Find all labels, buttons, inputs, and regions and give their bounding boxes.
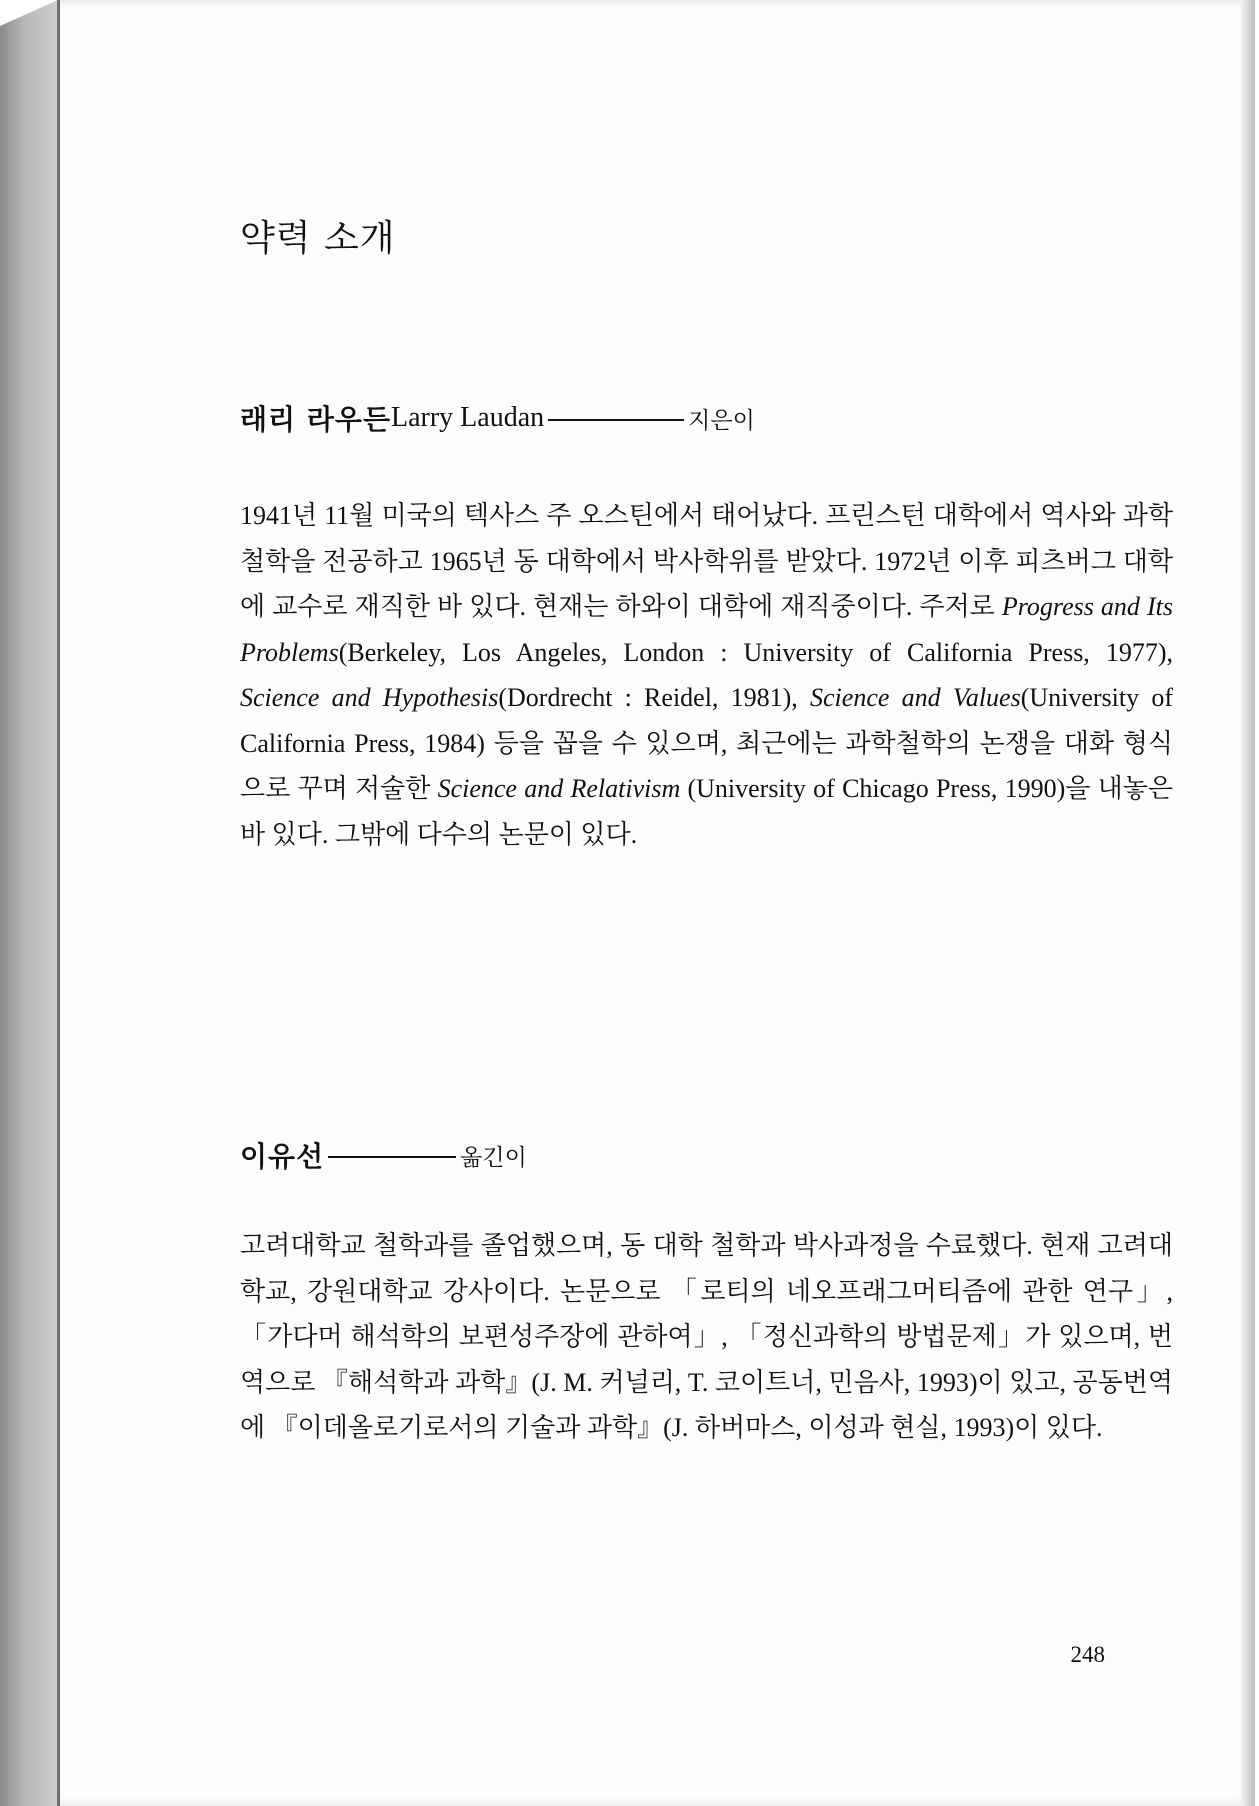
author-name-ko: 래리 라우든 xyxy=(240,403,391,436)
book-title: Progress and Its Problems xyxy=(240,592,1173,667)
translator-bio: 고려대학교 철학과를 졸업했으며, 동 대학 철학과 박사과정을 수료했다. 현재 고려대학교, 강원대학교 강사이다. 논문으로 「로티의 네오프래그머티즘에 관한 연구」, 「가다머 해석학의 보편성주장에 관하여」, 「정신과학의 방법문제」가 있으며, 번역으로 『해석학과 과학』(J. M. 커널리, T. 코이트너, 민음사, 1993)이 있고, 공동번역에 『이데올로기로서의 기술과 과학』(J. 하버마스, 이성과 현실, 1993)이 있다. xyxy=(240,1231,1173,1442)
book-page xyxy=(60,0,1255,1806)
heading-dash xyxy=(548,419,684,421)
author-heading xyxy=(240,398,755,438)
translator-heading xyxy=(240,1135,527,1175)
author-bio-text: (University of Chicago Press, 1990)을 내놓은 바 있다. 그밖에 다수의 논문이 있다. xyxy=(240,774,1174,849)
author-bio xyxy=(240,493,1173,857)
page-edge-shadow xyxy=(1241,0,1255,1806)
author-bio-text: (Dordrecht : Reidel, 1981), xyxy=(498,683,811,712)
page-title: 약력 소개 xyxy=(240,218,396,259)
book-title: Science and Values xyxy=(810,683,1021,712)
book-title: Science and Hypothesis xyxy=(240,683,499,712)
author-bio-text: 1941년 11월 미국의 텍사스 주 오스틴에서 태어났다. 프린스턴 대학에서 역사와 과학철학을 전공하고 1965년 동 대학에서 박사학위를 받았다. 1972년 이후 피츠버그 대학에 교수로 재직한 바 있다. 현재는 하와이 대학에 재직중이다. 주저로 xyxy=(240,501,1173,621)
page-number: 248 xyxy=(1070,1642,1105,1667)
translator-role: 옮긴이 xyxy=(460,1144,527,1171)
heading-dash xyxy=(328,1156,456,1158)
author-bio-text: (Berkeley, Los Angeles, London : University of California Press, 1977), xyxy=(338,637,1173,667)
author-name-en: Larry Laudan xyxy=(391,402,545,433)
author-bio-text: (University of California Press, 1984) 등을 꼽을 수 있으며, 최근에는 과학철학의 논쟁을 대화 형식으로 꾸며 저술한 xyxy=(240,683,1173,803)
book-title: Science and Relativism xyxy=(437,774,681,803)
book-spine xyxy=(0,0,58,1806)
translator-name: 이유선 xyxy=(240,1140,325,1173)
author-role: 지은이 xyxy=(688,407,755,434)
